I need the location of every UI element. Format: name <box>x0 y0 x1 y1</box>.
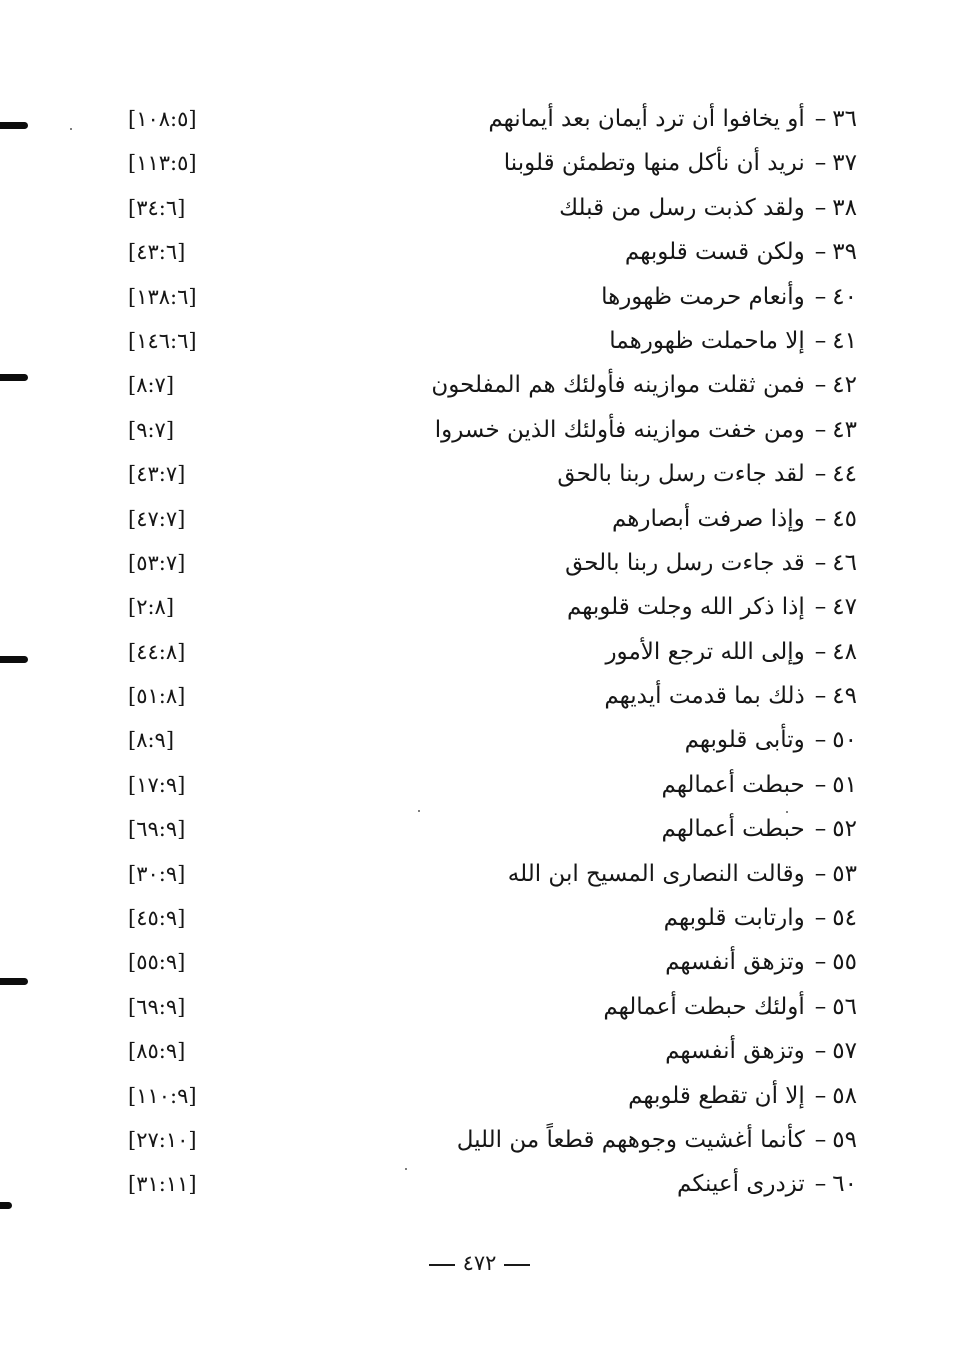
entry-number: ٤٨ <box>832 638 857 665</box>
entry-text <box>612 497 857 541</box>
entry-reference: [١١٠:٩] <box>128 1083 197 1108</box>
entry-number: ٥٠ <box>832 727 857 754</box>
entry-phrase: وإذا صرفت أبصارهم <box>611 505 805 532</box>
entry-text <box>508 852 857 896</box>
entry-number: ٥٤ <box>832 905 857 932</box>
entry-dash: – <box>814 106 827 132</box>
entry-text <box>435 408 857 452</box>
entry-text <box>664 896 857 940</box>
entry-number: ٤٢ <box>832 372 857 399</box>
entry-phrase: وتزهق أنفسهم <box>665 949 805 976</box>
entry-reference: [٦٩:٩] <box>128 994 186 1019</box>
entry-dash: – <box>814 372 827 399</box>
entry-text <box>565 541 857 585</box>
entry-number: ٥٣ <box>832 860 857 887</box>
entry-phrase: إلا ماحملت ظهورهما <box>609 327 805 354</box>
entry-number: ٣٦ <box>832 106 857 132</box>
entry-phrase: إلا أن تقطع قلوبهم <box>628 1082 805 1109</box>
entry-phrase: نريد أن نأكل منها وتطمئن قلوبنا <box>503 150 805 177</box>
entry-number: ٣٨ <box>832 194 857 221</box>
entry-reference: [٤٧:٧] <box>128 506 186 531</box>
entry-number: ٤٤ <box>832 461 857 488</box>
entry-text <box>609 319 857 363</box>
entry-number: ٥٩ <box>832 1126 857 1153</box>
entry-reference: [٢:٨] <box>128 595 175 620</box>
entry-text <box>662 807 857 851</box>
entry-phrase: وأنعام حرمت ظهورها <box>601 283 805 310</box>
entry-phrase: ومن خفت موازينه فأولئك الذين خسروا <box>434 416 805 443</box>
entry-reference: [٩:٧] <box>128 417 175 442</box>
verse-index-list <box>0 97 959 1207</box>
entry-reference: [١١٣:٥] <box>128 151 197 176</box>
entry-dash: – <box>814 283 827 310</box>
list-item <box>0 97 959 141</box>
list-item <box>0 718 959 762</box>
list-item <box>0 363 959 407</box>
entry-number: ٥٧ <box>832 1038 857 1065</box>
entry-text <box>628 1074 857 1118</box>
entry-text <box>559 186 857 230</box>
entry-dash: – <box>814 416 827 443</box>
entry-reference: [٨:٩] <box>128 728 175 753</box>
entry-text <box>625 230 857 274</box>
entry-reference: [١٠٨:٥] <box>128 107 197 131</box>
list-item <box>0 1162 959 1206</box>
entry-dash: – <box>814 860 827 887</box>
entry-reference: [٤٣:٧] <box>128 462 186 487</box>
entry-phrase: ولكن قست قلوبهم <box>624 239 805 266</box>
entry-text <box>567 585 857 629</box>
entry-phrase: حبطت أعمالهم <box>661 816 805 843</box>
entry-dash: – <box>814 683 827 710</box>
entry-phrase: أولئك حبطت أعمالهم <box>603 993 805 1020</box>
entry-text <box>665 940 857 984</box>
entry-dash: – <box>814 327 827 354</box>
entry-number: ٤١ <box>832 327 857 354</box>
entry-dash: – <box>814 638 827 665</box>
entry-reference: [٥٣:٧] <box>128 550 186 575</box>
entry-dash: – <box>814 1126 827 1153</box>
entry-text <box>603 985 857 1029</box>
entry-number: ٦٠ <box>832 1171 857 1198</box>
entry-number: ٣٩ <box>832 239 857 266</box>
list-item <box>0 940 959 984</box>
entry-phrase: فمن ثقلت موازينه فأولئك هم المفلحون <box>431 372 805 399</box>
list-item <box>0 585 959 629</box>
entry-reference: [٤٥:٩] <box>128 906 186 931</box>
entry-phrase: حبطت أعمالهم <box>661 771 805 798</box>
page-number-footer <box>0 1248 959 1278</box>
entry-number: ٤٦ <box>832 549 857 576</box>
entry-dash: – <box>814 549 827 576</box>
entry-dash: – <box>814 727 827 754</box>
entry-reference: [٥٥:٩] <box>128 950 186 975</box>
list-item <box>0 275 959 319</box>
list-item <box>0 1074 959 1118</box>
entry-number: ٤٥ <box>832 505 857 532</box>
entry-number: ٥٦ <box>832 993 857 1020</box>
entry-dash: – <box>814 1171 827 1198</box>
list-item <box>0 630 959 674</box>
entry-text <box>431 363 857 407</box>
entry-dash: – <box>814 461 827 488</box>
list-item <box>0 896 959 940</box>
list-item <box>0 674 959 718</box>
entry-dash: – <box>814 771 827 798</box>
entry-text <box>504 141 857 185</box>
footer-rule <box>429 1264 455 1266</box>
entry-phrase: وارتابت قلوبهم <box>663 905 805 932</box>
entry-phrase: ولقد كذبت رسل من قبلك <box>559 194 805 221</box>
entry-phrase: لقد جاءت رسل ربنا بالحق <box>557 461 805 488</box>
entry-reference: [٣٠:٩] <box>128 861 186 886</box>
entry-dash: – <box>814 1038 827 1065</box>
entry-phrase: ذلك بما قدمت أيديهم <box>604 683 805 710</box>
entry-text <box>557 452 857 496</box>
entry-text <box>605 630 857 674</box>
entry-reference: [١٧:٩] <box>128 772 186 797</box>
list-item <box>0 985 959 1029</box>
entry-phrase: كأنما أغشيت وجوههم قطعاً من الليل <box>456 1126 805 1153</box>
list-item <box>0 1029 959 1073</box>
list-item <box>0 319 959 363</box>
list-item <box>0 186 959 230</box>
entry-number: ٤٣ <box>832 416 857 443</box>
footer-rule <box>504 1264 530 1266</box>
entry-reference: [٨٥:٩] <box>128 1039 186 1064</box>
entry-number: ٤٧ <box>832 594 857 621</box>
entry-dash: – <box>814 239 827 266</box>
entry-text <box>677 1162 857 1206</box>
entry-phrase: وإلى الله ترجع الأمور <box>605 638 805 665</box>
entry-dash: – <box>814 1082 827 1109</box>
list-item <box>0 763 959 807</box>
entry-phrase: تزدرى أعينكم <box>677 1171 805 1198</box>
entry-dash: – <box>814 993 827 1020</box>
entry-reference: [١٣٨:٦] <box>128 284 197 309</box>
entry-phrase: وقالت النصارى المسيح ابن الله <box>507 860 805 887</box>
list-item <box>0 1118 959 1162</box>
entry-reference: [٤٣:٦] <box>128 240 186 265</box>
list-item <box>0 141 959 185</box>
entry-number: ٤٩ <box>832 683 857 710</box>
entry-text <box>604 674 857 718</box>
entry-reference: [٨:٧] <box>128 373 175 398</box>
entry-reference: [٢٧:١٠] <box>128 1127 197 1152</box>
entry-number: ٥٢ <box>832 816 857 843</box>
entry-dash: – <box>814 505 827 532</box>
entry-number: ٤٠ <box>832 283 857 310</box>
entry-reference: [٣١:١١] <box>128 1172 197 1197</box>
entry-phrase: إذا ذكر الله وجلت قلوبهم <box>566 594 805 621</box>
entry-reference: [٣٤:٦] <box>128 195 186 220</box>
entry-dash: – <box>814 594 827 621</box>
list-item <box>0 452 959 496</box>
entry-number: ٥٨ <box>832 1082 857 1109</box>
entry-text <box>457 1118 857 1162</box>
entry-text <box>685 718 857 762</box>
entry-phrase: وتأبى قلوبهم <box>684 727 805 754</box>
entry-reference: [١٤٦:٦] <box>128 328 197 353</box>
entry-dash: – <box>814 949 827 976</box>
entry-phrase: أو يخافوا أن ترد أيمان بعد أيمانهم <box>488 106 805 132</box>
entry-phrase: وتزهق أنفسهم <box>665 1038 805 1065</box>
entry-dash: – <box>814 905 827 932</box>
entry-reference: [٦٩:٩] <box>128 817 186 842</box>
list-item <box>0 497 959 541</box>
entry-number: ٥١ <box>832 771 857 798</box>
entry-reference: [٥١:٨] <box>128 684 186 709</box>
page-number: ٤٧٢ <box>462 1251 497 1275</box>
entry-dash: – <box>814 150 827 177</box>
entry-phrase: قد جاءت رسل ربنا بالحق <box>565 549 805 576</box>
list-item <box>0 541 959 585</box>
entry-number: ٣٧ <box>832 150 857 177</box>
entry-dash: – <box>814 194 827 221</box>
list-item <box>0 408 959 452</box>
entry-dash: – <box>814 816 827 843</box>
entry-text <box>488 97 857 141</box>
list-item <box>0 230 959 274</box>
entry-text <box>662 763 857 807</box>
entry-text <box>601 275 857 319</box>
entry-text <box>665 1029 857 1073</box>
list-item <box>0 852 959 896</box>
entry-reference: [٤٤:٨] <box>128 639 186 664</box>
list-item <box>0 807 959 851</box>
entry-number: ٥٥ <box>832 949 857 976</box>
